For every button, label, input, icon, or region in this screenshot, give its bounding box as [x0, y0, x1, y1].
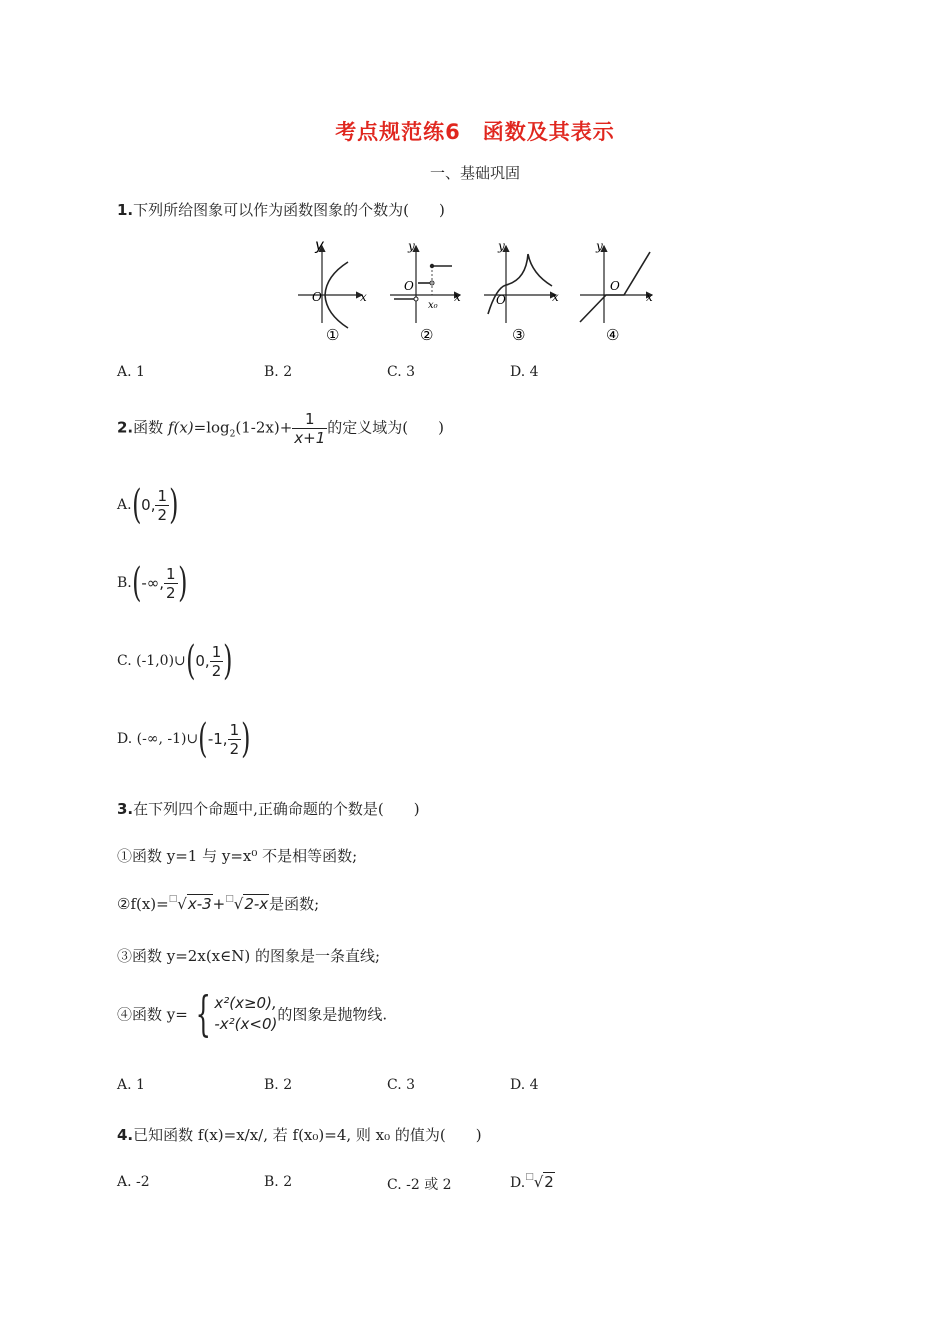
q3-option-c[interactable]: C. 3 [387, 1077, 416, 1093]
q2-fraction [292, 410, 327, 447]
question-number: 1. [117, 201, 134, 219]
q2-fx: f(x) [167, 418, 194, 437]
q1-option-b[interactable]: B. 2 [264, 364, 293, 380]
question-number: 4. [117, 1126, 134, 1144]
graph-3-label: ③ [512, 326, 526, 344]
q3-proposition-4: ④函数 y= { x²(x≥0), -x²(x<0) 的图象是抛物线. [117, 986, 388, 1042]
origin-label: O [404, 279, 414, 293]
y-axis-label: y [596, 239, 603, 253]
q1-option-a[interactable]: A. 1 [117, 364, 145, 380]
q3-proposition-1: ①函数 y=1 与 y=x⁰ 不是相等函数; [117, 847, 358, 865]
fraction-numerator: 1 [292, 410, 327, 429]
section-heading: 一、基础巩固 [429, 164, 520, 182]
q2-option-d[interactable]: D. (-∞, -1)∪(-1, $\frac{1}{2}$ ) [117, 716, 251, 762]
graph-2 [390, 239, 461, 323]
q3-proposition-3: ③函数 y=2x(x∈N) 的图象是一条直线; [117, 947, 381, 965]
q2-option-c[interactable]: C. (-1,0)∪(0, $\frac{1}{2}$ ) [117, 638, 233, 684]
y-axis-label: y [408, 239, 415, 253]
q2-plus: + [279, 418, 293, 437]
graph-1-label: ① [326, 326, 340, 344]
graph-3 [484, 239, 559, 323]
y-axis-label: y [498, 239, 505, 253]
q3-option-a[interactable]: A. 1 [117, 1077, 145, 1093]
question-text: 下列所给图象可以作为函数图象的个数为( ) [133, 201, 445, 219]
q3-option-b[interactable]: B. 2 [264, 1077, 293, 1093]
question-text: 已知函数 f(x)=x/x/, 若 f(x₀)=4, 则 x₀ 的值为( ) [133, 1126, 482, 1144]
origin-label: O [312, 290, 322, 304]
question-number: 3. [117, 800, 134, 818]
x-axis-label: x [646, 290, 653, 304]
q3-proposition-2: ②f(x)=□√x-3+□√2-x是函数; [117, 894, 320, 913]
graph-4-label: ④ [606, 326, 620, 344]
q2-eq: =log [193, 418, 230, 437]
graph-2-label: ② [420, 326, 434, 344]
q2-arg: (1-2x) [235, 418, 280, 437]
question-text: 在下列四个命题中,正确命题的个数是( ) [133, 800, 420, 818]
graph-1 [298, 238, 367, 328]
question-1 [117, 199, 445, 220]
function-graphs [290, 238, 670, 348]
q4-option-c[interactable]: C. -2 或 2 [387, 1177, 452, 1193]
q1-option-d[interactable]: D. 4 [510, 364, 539, 380]
q2-log-base: 2 [229, 429, 236, 440]
q2-suffix: 的定义域为( ) [327, 418, 445, 437]
x0-label: x₀ [428, 300, 438, 311]
question-2 [117, 410, 444, 447]
page-title: 考点规范练6 函数及其表示 [335, 120, 615, 144]
q1-option-c[interactable]: C. 3 [387, 364, 416, 380]
question-4 [117, 1124, 482, 1145]
origin-label: O [610, 279, 620, 293]
q4-option-b[interactable]: B. 2 [264, 1174, 293, 1190]
origin-label: O [496, 293, 506, 307]
q3-option-d[interactable]: D. 4 [510, 1077, 539, 1093]
question-3 [117, 798, 420, 819]
q4-option-d[interactable]: D.□√2 [510, 1172, 554, 1191]
q2-option-a[interactable]: A.(0, $\frac{1}{2}$ ) [117, 482, 179, 528]
x-axis-label: x [454, 290, 461, 304]
question-number: 2. [117, 418, 134, 437]
q2-prefix: 函数 [133, 418, 164, 437]
fraction-denominator: x+1 [294, 429, 326, 447]
q4-option-a[interactable]: A. -2 [117, 1174, 150, 1190]
x-axis-label: x [552, 290, 559, 304]
q2-option-b[interactable]: B.(-∞, $\frac{1}{2}$ ) [117, 560, 188, 606]
graph-4 [580, 239, 653, 323]
x-axis-label: x [360, 290, 367, 304]
y-axis-label: y [315, 238, 324, 254]
